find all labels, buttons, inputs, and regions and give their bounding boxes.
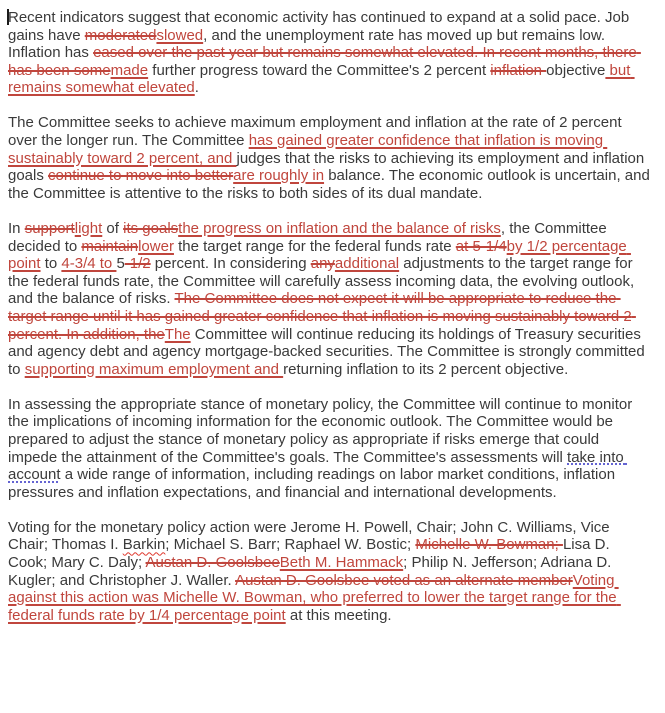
body-text: . xyxy=(194,79,199,97)
deleted-text: Austan D. Goolsbee xyxy=(145,554,280,572)
document-content xyxy=(8,9,654,624)
deleted-text: maintain xyxy=(81,237,139,255)
body-text: of xyxy=(102,219,124,237)
deleted-text: any xyxy=(310,255,335,273)
inserted-text: additional xyxy=(334,255,400,273)
paragraph xyxy=(8,220,650,378)
body-text: , the Committee decided to xyxy=(8,219,611,255)
body-text: Lisa D. Cook; Mary C. Daly; xyxy=(8,536,614,572)
body-text: Voting for the monetary policy action were Jerome H. Powell, Chair; John C. Williams, Vice Chair; Thomas I. xyxy=(8,518,614,554)
body-text: at this meeting. xyxy=(285,606,392,624)
body-text: a wide range of information, including readings on labor market conditions, inflation pressures and inflation expectations, and financial and international developments. xyxy=(8,466,620,501)
body-text: further progress toward the Committee's 2 percent xyxy=(148,61,491,79)
inserted-text: Voting against this action was Michelle W. Bowman, who preferred to lower the target range for the federal funds rate by 1/4 percentage point xyxy=(8,571,621,624)
deleted-text: Michelle W. Bowman; xyxy=(415,536,563,554)
deleted-text: support xyxy=(24,219,75,237)
inserted-text: light xyxy=(74,219,103,237)
body-text: 5 xyxy=(116,255,125,273)
inserted-text: but remains somewhat elevated xyxy=(8,61,635,97)
body-text: balance. The economic outlook is uncertain, and the Committee is attentive to the risks to both sides of its dual mandate. xyxy=(8,167,654,202)
deleted-text: -1/2 xyxy=(124,255,151,273)
body-text: judges that the risks to achieving its employment and inflation goals xyxy=(8,149,649,185)
body-text: ; Michael S. Barr; Raphael W. Bostic; xyxy=(165,536,416,554)
body-text: to xyxy=(40,255,62,273)
deleted-text: at 5-1/4 xyxy=(455,237,507,255)
paragraph xyxy=(8,9,650,97)
body-text: returning inflation to its 2 percent objective. xyxy=(283,360,569,378)
text-cursor xyxy=(7,9,9,25)
inserted-text: are roughly in xyxy=(233,167,325,185)
deleted-text: Austan D. Goolsbee voted as an alternate member xyxy=(235,571,573,589)
body-text: adjustments to the target range for the federal funds rate, the Committee will carefully assess incoming data, the evolving outlook, and the balance of risks. xyxy=(8,255,639,308)
inserted-text: has gained greater confidence that inflation is moving sustainably toward 2 percent, and xyxy=(8,132,608,167)
inserted-text: 4-3/4 to xyxy=(61,255,117,273)
body-text: In xyxy=(8,219,25,237)
body-text: the target range for the federal funds rate xyxy=(173,237,456,255)
inserted-text: the progress on inflation and the balance of risks xyxy=(178,219,501,237)
paragraph xyxy=(8,519,650,625)
paragraph xyxy=(8,114,654,202)
inserted-text: by 1/2 percentage point xyxy=(8,237,631,273)
inserted-text: supporting maximum employment and xyxy=(24,360,284,378)
inserted-text: slowed xyxy=(156,26,204,44)
deleted-text: eased over the past year but remains somewhat elevated. In recent months, there has been some xyxy=(8,44,641,79)
body-text: In assessing the appropriate stance of monetary policy, the Committee will continue to monitor the implications of incoming information for the economic outlook. The Committee would be prepared to adjust the stance of monetary policy as appropriate if risks emerge that could impede the attainment of the Committee's goals. The Committee's assessments will xyxy=(8,395,637,466)
inserted-text: lower xyxy=(138,237,174,255)
inserted-text: made xyxy=(110,61,149,79)
deleted-text: its goals xyxy=(123,219,179,237)
inserted-text: The xyxy=(164,325,191,343)
deleted-text: The Committee does not expect it will be appropriate to reduce the target range until it has gained greater confidence that inflation is moving sustainably toward 2 percent. In addition, the xyxy=(8,290,636,343)
body-text: The Committee seeks to achieve maximum employment and inflation at the rate of 2 percent over the longer run. The Committee xyxy=(8,114,626,150)
body-text: Recent indicators suggest that economic activity has continued to expand at a solid pace. Job gains have xyxy=(8,9,634,44)
deleted-text: moderated xyxy=(84,26,157,44)
body-text: Committee will continue reducing its holdings of Treasury securities and agency debt and agency mortgage-backed securities. The Committee is strongly committed to xyxy=(8,325,649,378)
deleted-text: continue to move into better xyxy=(48,167,234,185)
grammar-flagged-text: take into account xyxy=(8,448,628,484)
deleted-text: inflation xyxy=(490,61,547,79)
body-text: ; Philip N. Jefferson; Adriana D. Kugler; and Christopher J. Waller. xyxy=(8,554,616,589)
inserted-text: Beth M. Hammack xyxy=(279,554,404,572)
paragraph xyxy=(8,396,650,502)
body-text: percent. In considering xyxy=(150,255,311,273)
misspelled-text: Barkin xyxy=(122,536,166,554)
body-text: , and the unemployment rate has moved up but remains low. Inflation has xyxy=(8,26,610,62)
body-text: objective xyxy=(546,61,606,79)
